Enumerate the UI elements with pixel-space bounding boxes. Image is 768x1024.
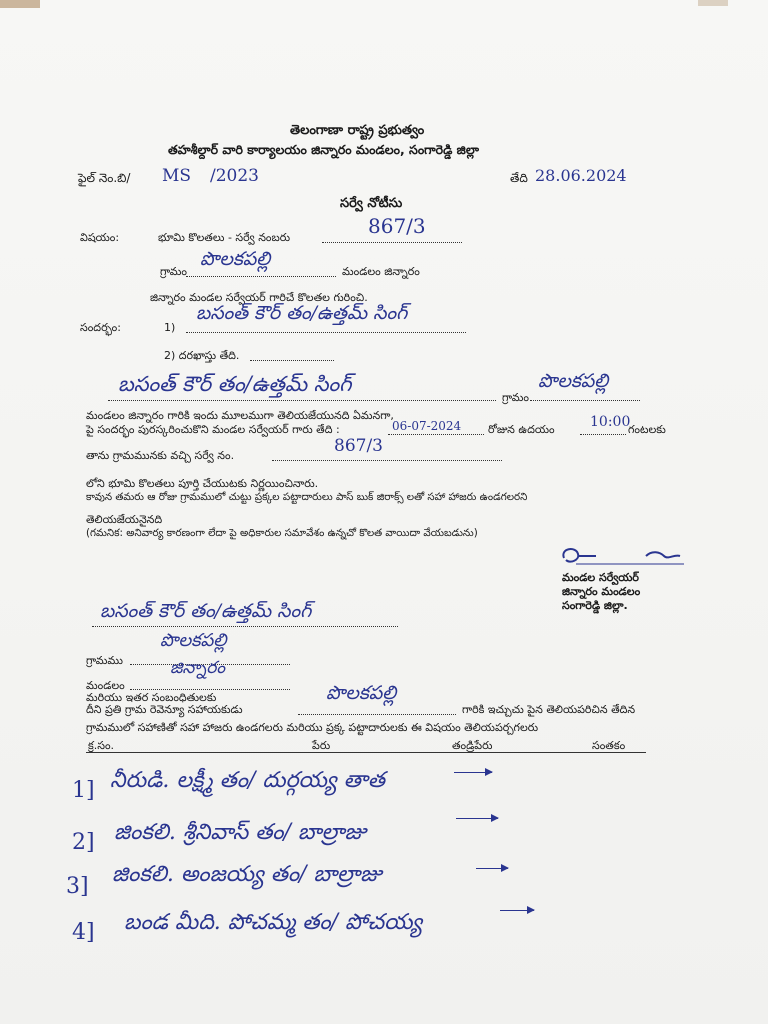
- col-name: పేరు: [312, 739, 331, 752]
- mandal-label: మండలం: [86, 679, 125, 692]
- row-1-text: నీరుడి. లక్ష్మీ తం/ దుర్గయ్య తాత: [110, 768, 385, 793]
- date-value: 28.06.2024: [535, 166, 627, 185]
- dotted-line: [580, 434, 626, 435]
- dotted-line: [186, 332, 466, 333]
- subject-label: విషయం:: [80, 231, 120, 244]
- subject-text: భూమి కొలతలు - సర్వే నంబరు: [158, 231, 291, 244]
- file-number-label: ఫైల్ నెం.బి/: [78, 171, 131, 185]
- paper-edge-mark: [0, 0, 40, 8]
- recipient-village: పొలకపల్లి: [160, 630, 227, 651]
- reference-item-1: 1): [164, 321, 176, 334]
- table-header-rule: [86, 752, 646, 753]
- body-line-2c: గంటలకు: [628, 423, 666, 436]
- village-label: గ్రామం: [160, 265, 188, 278]
- paper-edge-mark: [698, 0, 728, 6]
- signature-mandal: జిన్నారం మండలం: [562, 585, 641, 598]
- row-3-arrow: [476, 868, 508, 869]
- applicant-name: బసంత్ కౌర్ తం/ఉత్తమ్ సింగ్: [118, 372, 352, 396]
- dotted-line: [298, 714, 456, 715]
- col-father-name: తండ్రిపేరు: [452, 739, 493, 752]
- body-line-2b: రోజున ఉదయం: [488, 423, 555, 436]
- dotted-line: [388, 434, 484, 435]
- reference-label: సందర్భం:: [80, 321, 121, 334]
- dotted-line: [250, 360, 334, 361]
- body-line-1: మండలం జిన్నారం గారికి ఇందు మూలముగా తెలియజేయునది ఏమనగా,: [86, 409, 394, 422]
- notice-title: సర్వే నోటీసు: [340, 196, 403, 211]
- body-line-5: కావున తమరు ఆ రోజు గ్రామములో చుట్టు ప్రక్కల పట్టాదారులు పాస్ బుక్ జిరాక్స్ లతో సహా హాజరు ఉండగలరని: [86, 491, 528, 503]
- visit-time: 10:00: [590, 414, 631, 430]
- row-2-text: జింకలి. శ్రీనివాస్ తం/ బాల్రాజు: [114, 820, 366, 845]
- signature-designation: మండల సర్వేయర్: [562, 571, 639, 584]
- applicant-village: పొలకపల్లి: [538, 370, 609, 392]
- recipient-last-line: గ్రామములో సహాణితో సహా హాజరు ఉండగలరు మరియు ప్రక్క పట్టాదారులకు ఈ విషయం తెలియపర్చగలరు: [86, 721, 539, 734]
- dotted-line: [130, 689, 290, 690]
- date-label: తేది: [510, 171, 528, 185]
- grama-label: గ్రామము: [86, 654, 123, 667]
- dotted-line: [530, 400, 640, 401]
- row-4-arrow: [500, 910, 534, 911]
- surveyor-text: జిన్నారం మండల సర్వేయర్ గారిచే కొలతల గురించి.: [150, 291, 368, 304]
- row-2-arrow: [456, 818, 498, 819]
- dotted-line: [272, 460, 502, 461]
- recipient-mandal: జిన్నారం: [170, 658, 226, 678]
- signature-district: సంగారెడ్డి జిల్లా.: [562, 599, 628, 612]
- dotted-line: [186, 276, 336, 277]
- dotted-line: [92, 626, 398, 627]
- body-note: (గమనిక: అనివార్య కారణంగా లేదా పై అధికారుల సమావేశం ఉన్నచో కొలత వాయిదా వేయబడును): [86, 527, 478, 539]
- others-label: మరియు ఇతర సంబంధితులకు: [86, 691, 217, 704]
- prati-rest: గారికి ఇచ్చుచు పైన తెలియపరిచిన తేదిన: [462, 703, 636, 716]
- row-2-number: 2]: [72, 830, 95, 855]
- reference-applicant: బసంత్ కౌర్ తం/ఉత్తమ్ సింగ్: [196, 302, 408, 324]
- file-number-value: MS: [162, 166, 192, 186]
- visit-date: 06-07-2024: [392, 419, 462, 433]
- row-3-number: 3]: [66, 874, 89, 899]
- file-year: /2023: [210, 166, 259, 186]
- body-line-4: లోని భూమి కొలతలు పూర్తి చేయుటకు నిర్ణయించినారు.: [86, 477, 319, 490]
- body-line-6: తెలియజేయనైనది: [86, 513, 163, 526]
- govt-title: తెలంగాణా రాష్ట్ర ప్రభుత్వం: [290, 123, 425, 138]
- recipient-name: బసంత్ కౌర్ తం/ఉత్తమ్ సింగ్: [100, 600, 312, 622]
- mandal-text: మండలం జిన్నారం: [342, 265, 420, 278]
- survey-number: 867/3: [368, 214, 426, 238]
- surveyor-signature: [556, 544, 686, 568]
- prati-line: దీని ప్రతి గ్రామ రెవెన్యూ సహాయకుడు: [86, 703, 243, 716]
- row-1-number: 1]: [72, 778, 95, 803]
- body-survey-number: 867/3: [334, 436, 383, 456]
- col-signature: సంతకం: [592, 739, 626, 752]
- row-3-text: జింకలి. అంజయ్య తం/ బాల్రాజు: [112, 862, 382, 887]
- village-value: పొలకపల్లి: [200, 248, 271, 270]
- applicant-village-label: గ్రామం: [502, 391, 530, 404]
- dotted-line: [108, 400, 496, 401]
- dotted-line: [322, 242, 462, 243]
- row-1-arrow: [454, 772, 492, 773]
- col-serial: క్ర.సం.: [88, 739, 115, 752]
- vra-village: పొలకపల్లి: [326, 682, 397, 704]
- body-line-3: తాను గ్రామమునకు వచ్చి సర్వే నం.: [86, 449, 235, 462]
- row-4-number: 4]: [72, 920, 95, 945]
- body-line-2a: పై సందర్భం పురస్కరించుకొని మండల సర్వేయర్ గారు తేది :: [86, 423, 340, 436]
- office-title: తహశీల్దార్ వారి కార్యాలయం జిన్నారం మండలం, సంగారెడ్డి జిల్లా: [168, 142, 479, 157]
- row-4-text: బండ మీది. పోచమ్మ తం/ పోచయ్య: [124, 910, 423, 935]
- reference-item-2: 2) దరఖాస్తు తేది.: [164, 349, 240, 362]
